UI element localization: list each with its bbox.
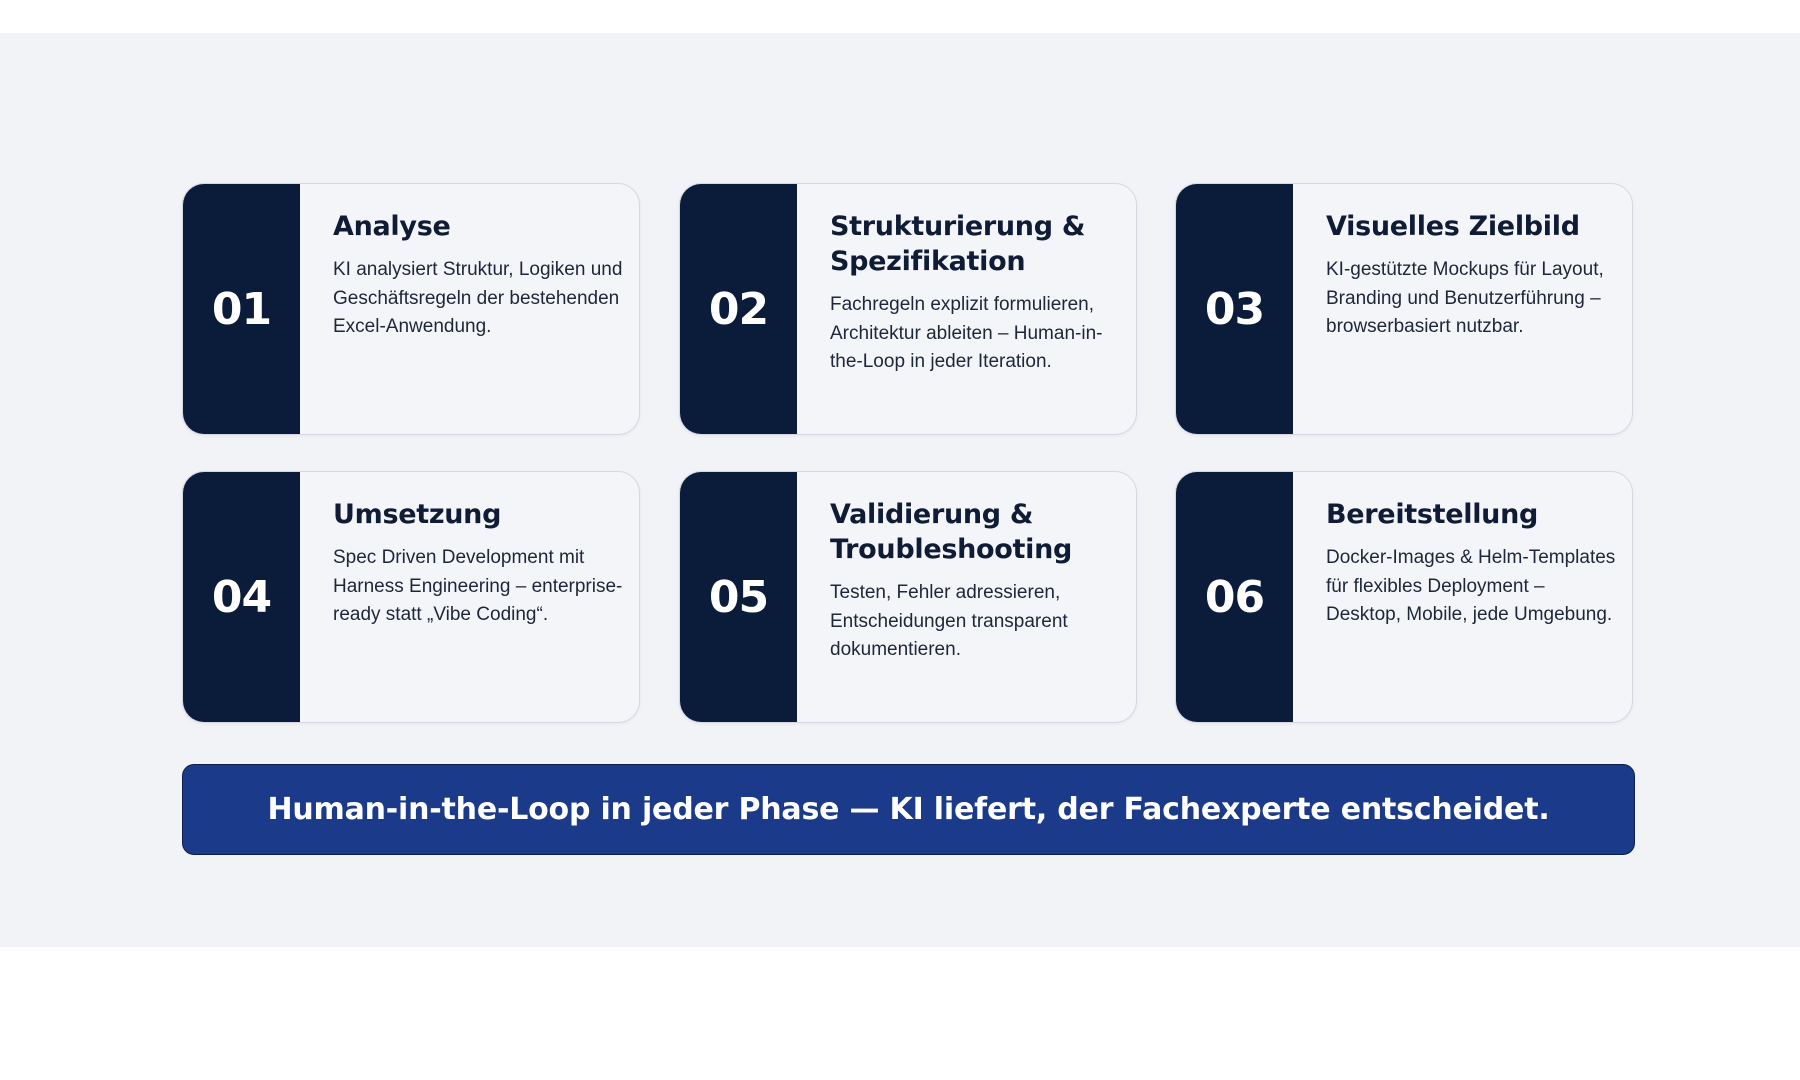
step-content (1326, 497, 1616, 630)
step-number-block (680, 472, 797, 722)
step-title: Umsetzung (333, 499, 502, 530)
step-description: Docker-Images & Helm-Templates für flexibles Deployment – Desktop, Mobile, jede Umgebung. (1326, 547, 1616, 625)
summary-banner-text: Human-in-the-Loop in jeder Phase — KI liefert, der Fachexperte entscheidet. (267, 792, 1550, 827)
step-card-strukturierung (679, 183, 1137, 435)
step-number-block (680, 184, 797, 434)
step-description: Fachregeln explizit formulieren, Architektur ableiten – Human-in-the-Loop in jeder Iteration. (830, 294, 1103, 372)
step-title: Bereitstellung (1326, 499, 1539, 530)
step-card-umsetzung (182, 471, 640, 723)
step-description: Testen, Fehler adressieren, Entscheidungen transparent dokumentieren. (830, 582, 1068, 660)
step-title: Validierung & Troubleshooting (830, 499, 1073, 565)
step-title: Analyse (333, 211, 451, 242)
step-number: 06 (1204, 571, 1265, 623)
step-description: Spec Driven Development mit Harness Engineering – enterprise-ready statt „Vibe Coding“. (333, 547, 623, 625)
step-number-block (183, 184, 300, 434)
summary-banner (182, 764, 1635, 855)
step-content (1326, 209, 1616, 342)
step-title: Visuelles Zielbild (1326, 211, 1580, 242)
step-content (333, 209, 623, 342)
step-number: 01 (211, 283, 272, 335)
step-number: 05 (708, 571, 769, 623)
step-content (333, 497, 623, 630)
step-card-zielbild (1175, 183, 1633, 435)
step-title: Strukturierung & Spezifikation (830, 211, 1086, 277)
step-card-validierung (679, 471, 1137, 723)
step-number: 03 (1204, 283, 1265, 335)
step-card-bereitstellung (1175, 471, 1633, 723)
step-description: KI-gestützte Mockups für Layout, Branding und Benutzerführung – browserbasiert nutzbar. (1326, 259, 1604, 337)
step-number: 02 (708, 283, 769, 335)
step-number-block (183, 472, 300, 722)
step-card-analyse (182, 183, 640, 435)
step-number-block (1176, 184, 1293, 434)
step-number-block (1176, 472, 1293, 722)
step-number: 04 (211, 571, 272, 623)
step-content (830, 497, 1120, 665)
step-description: KI analysiert Struktur, Logiken und Geschäftsregeln der bestehenden Excel-Anwendung. (333, 259, 623, 337)
step-content (830, 209, 1120, 377)
